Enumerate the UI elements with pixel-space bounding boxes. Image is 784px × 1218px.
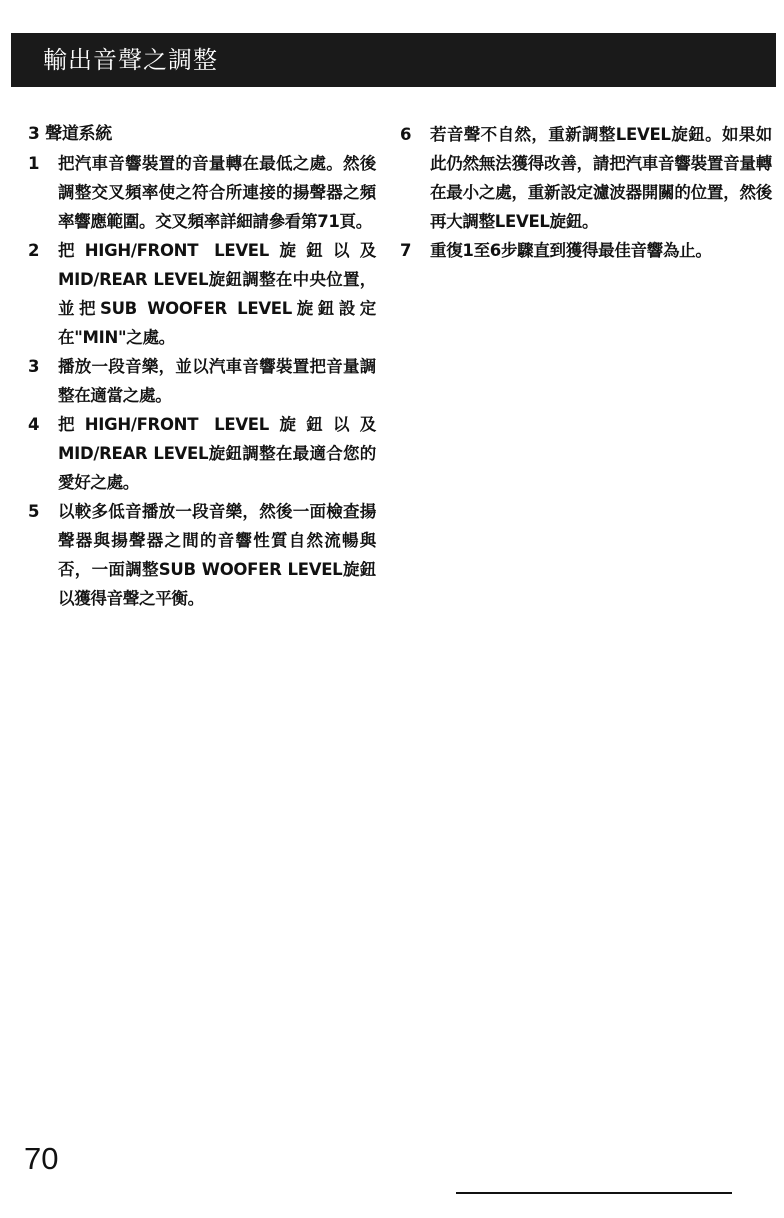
page-number: 70: [24, 1141, 59, 1176]
step-7: [400, 236, 772, 265]
step-4: [28, 410, 376, 497]
step-text: 若音聲不自然，重新調整LEVEL旋鈕。如果如此仍然無法獲得改善，請把汽車音響裝置音量轉在最小之處，重新設定濾波器開關的位置，然後再大調整LEVEL旋鈕。: [430, 125, 772, 231]
page-title: 輸出音聲之調整: [43, 46, 218, 74]
left-column: [28, 120, 376, 613]
step-1: [28, 149, 376, 236]
step-2: [28, 236, 376, 352]
step-number: 5: [28, 502, 40, 521]
step-text: 重復1至6步驟直到獲得最佳音響為止。: [430, 241, 712, 260]
step-5: [28, 497, 376, 613]
footer-divider: [456, 1192, 732, 1194]
step-number: 3: [28, 357, 40, 376]
step-number: 6: [400, 125, 412, 144]
step-text: 把汽車音響裝置的音量轉在最低之處。然後調整交叉頻率使之符合所連接的揚聲器之頻率響應範圍。交叉頻率詳細請參看第71頁。: [58, 154, 376, 231]
step-3: [28, 352, 376, 410]
step-text: 播放一段音樂，並以汽車音響裝置把音量調整在適當之處。: [58, 357, 376, 405]
section-heading: 3 聲道系統: [28, 124, 112, 144]
step-6: [400, 120, 772, 236]
header-bar: [11, 33, 776, 87]
step-text: 以較多低音播放一段音樂，然後一面檢查揚聲器與揚聲器之間的音響性質自然流暢與否，一面調整SUB WOOFER LEVEL旋鈕以獲得音聲之平衡。: [58, 502, 376, 608]
step-text: 把HIGH/FRONT LEVEL旋鈕以及MID/REAR LEVEL旋鈕調整在最適合您的愛好之處。: [58, 415, 376, 492]
right-column: [400, 120, 772, 265]
step-number: 2: [28, 241, 40, 260]
step-text: 把HIGH/FRONT LEVEL旋鈕以及MID/REAR LEVEL旋鈕調整在中央位置，並把SUB WOOFER LEVEL旋鈕設定在"MIN"之處。: [58, 241, 376, 347]
step-number: 7: [400, 241, 412, 260]
step-number: 4: [28, 415, 40, 434]
step-number: 1: [28, 154, 40, 173]
